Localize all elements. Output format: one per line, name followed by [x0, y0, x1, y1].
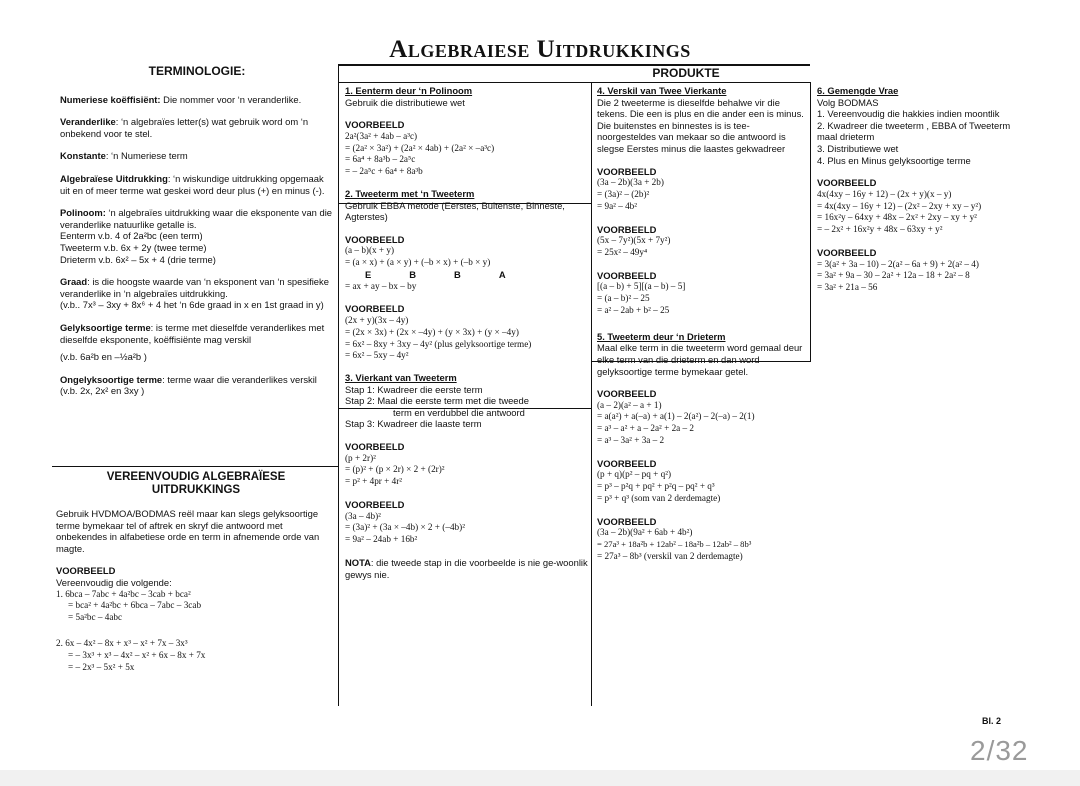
section6-ex2-line2: = 3a² + 9a – 30 – 2a² + 12a – 18 + 2a² – 8: [817, 270, 970, 281]
example-heading: VOORBEELD: [817, 246, 877, 258]
poly-example-trinomial: Drieterm v.b. 6x² – 5x + 4 (drie terme): [60, 253, 216, 265]
ebba-label-b2: B: [454, 268, 461, 280]
section5-ex2-line3: = p³ + q³ (som van 2 derdemagte): [597, 493, 721, 504]
section2-text: Gebruik EBBA metode (Eerstes, Buitenste, Binneste, Agterstes): [345, 199, 565, 223]
section5-ex3-line1: (3a – 2b)(9a² + 6ab + 4b²): [597, 527, 693, 538]
example-heading: VOORBEELD: [597, 515, 657, 527]
section6-ex1-line1: 4x(4xy – 16y + 12) – (2x + y)(x – y): [817, 188, 952, 199]
example-heading: VOORBEELD: [345, 441, 405, 453]
simplify-example-1-line1: 1. 6bca – 7abc + 4a²bc – 3cab + bca²: [56, 588, 191, 599]
page-label: Bl. 2: [982, 716, 1002, 726]
simplify-section: [56, 471, 336, 673]
ebba-label-a: A: [498, 268, 506, 280]
section4-title: 4. Verskil van Twee Vierkante: [597, 85, 727, 96]
section3-step2-cont: term en verdubbel die antwoord: [393, 406, 525, 418]
section5-ex1-line4: = a³ – 3a² + 3a – 2: [597, 435, 665, 446]
section2-math-line2: = (a × x) + (a × y) + (–b × x) + (–b × y): [345, 257, 491, 268]
section1-title: 1. Eenterm deur ‘n Polinoom: [345, 85, 473, 96]
section2-title: 2. Tweeterm met ‘n Tweeterm: [345, 187, 475, 199]
page-title: Algebraiese Uitdrukkings: [389, 36, 691, 63]
example-heading: VOORBEELD: [597, 457, 657, 469]
section4-ex3-line1: [(a – b) + 5][(a – b) – 5]: [597, 281, 686, 292]
section6-line4: 3. Distributiewe wet: [817, 142, 899, 154]
section5-ex1-line3: = a³ – a² + a – 2a² + 2a – 2: [597, 423, 695, 434]
simplify-instructions: Gebruik HVDMOA/BODMAS reël maar kan slegs gelyksoortige terme bymekaar tel of aftrek en skryf die antwoord met onbekendes in alfabetiese orde en term in afnemende orde van magte.: [56, 508, 320, 554]
poly-example-binomial: Tweeterm v.b. 6x + 2y (twee terme): [60, 241, 207, 253]
section6-line5: 4. Plus en Minus gelyksoortige terme: [817, 154, 971, 166]
page-counter: 2/32: [970, 735, 1029, 766]
terminology-column: [60, 66, 334, 397]
example-heading: VOORBEELD: [597, 388, 657, 400]
section3-ex1-line1: (p + 2r)²: [345, 452, 376, 463]
section3-ex2-line1: (3a – 4b)²: [345, 510, 381, 521]
products-column-3: [597, 85, 805, 563]
section5-text: Maal elke term in die tweeterm word gemaal deur elke term van die drieterm en dan word gelyksoortige terme bymekaar getel.: [597, 342, 803, 377]
section5-ex2-line1: (p + q)(p² – pq + q²): [597, 469, 672, 480]
term-polynomial: Polinoom: ‘n algebraïes uitdrukking waar die eksponente van die veranderlike natuurlike getalle is.: [60, 207, 333, 230]
section5-ex1-line2: = a(a²) + a(–a) + a(1) – 2(a²) – 2(–a) – 2(1): [597, 411, 755, 422]
section3-ex2-line3: = 9a² – 24ab + 16b²: [345, 534, 418, 545]
nota-text: NOTA: die tweede stap in die voorbeelde is nie ge-woonlik gewys nie.: [345, 557, 588, 580]
section2-ex2-line3: = 6x² – 8xy + 3xy – 4y² (plus gelyksoortige terme): [345, 338, 532, 349]
section3-step3: Stap 3: Kwadreer die laaste term: [345, 418, 482, 430]
section6-ex1-line2: = 4x(4xy – 16y + 12) – (2x² – 2xy + xy – y²): [817, 200, 982, 211]
section6-ex1-line4: = – 2x² + 16x²y + 48x – 63xy + y²: [817, 224, 943, 235]
section3-ex1-line2: = (p)² + (p × 2r) × 2 + (2r)²: [345, 464, 445, 475]
section4-ex2-line1: (5x – 7y²)(5x + 7y²): [597, 235, 671, 246]
example-heading: VOORBEELD: [597, 269, 657, 281]
section3-step1: Stap 1: Kwadreer die eerste term: [345, 383, 483, 395]
section2-math-line1: (a – b)(x + y): [345, 245, 395, 256]
term-like-terms: Gelyksoortige terme: is terme met dieselfde veranderlikes met dieselfde eksponente, koëffisiënte mag verskil: [60, 321, 325, 345]
divider-left: [338, 66, 339, 706]
simplify-example-2-line1: 2. 6x – 4x² – 8x + x³ – x² + 7x – 3x³: [56, 637, 188, 648]
section5-ex2-line2: = p³ – p²q + pq² + p²q – pq² + q³: [597, 481, 715, 492]
section6-line1: Volg BODMAS: [817, 96, 879, 108]
example-heading: VOORBEELD: [56, 565, 116, 577]
section5-ex3-line2: = 27a³ + 18a²b + 12ab² – 18a²b – 12ab² – 8b³: [597, 539, 752, 550]
section2-ex2-line2: = (2x × 3x) + (2x × –4y) + (y × 3x) + (y × –4y): [345, 326, 519, 337]
products-heading: PRODUKTE: [652, 66, 720, 80]
section5-ex3-line3: = 27a³ – 8b³ (verskil van 2 derdemagte): [597, 551, 743, 562]
section4-ex1-line1: (3a – 2b)(3a + 2b): [597, 177, 664, 188]
section6-ex1-line3: = 16x²y – 64xy + 48x – 2x² + 2xy – xy + y²: [817, 212, 977, 223]
simplify-instruction-line: Vereenvoudig die volgende:: [56, 576, 172, 588]
section3-ex2-line2: = (3a)² + (3a × –4b) × 2 + (–4b)²: [345, 522, 465, 533]
term-degree: Graad: is die hoogste waarde van ‘n eksponent van ‘n spesifieke veranderlike in ‘n algebraïes uitdrukking.: [60, 276, 329, 299]
section4-ex1-line2: = (3a)² – (2b)²: [597, 188, 650, 199]
section1-math-line1: 2a²(3a² + 4ab – a³c): [345, 130, 418, 141]
section3-ex1-line3: = p² + 4pr + 4r²: [345, 476, 403, 487]
section4-ex3-line3: = a² – 2ab + b² – 25: [597, 304, 670, 315]
section1-math-line2: = (2a² × 3a²) + (2a² × 4ab) + (2a² × –a³c): [345, 142, 495, 153]
example-heading: VOORBEELD: [817, 177, 877, 189]
example-heading: VOORBEELD: [345, 233, 405, 245]
term-algebraic-expression: Algebraïese Uitdrukking: ‘n wiskundige uitdrukking opgemaak uit en of meer terme wat geskei word deur plus (+) en minus (-).: [60, 172, 325, 196]
poly-example-monomial: Eenterm v.b. 4 of 2a²bc (een term): [60, 230, 203, 242]
term-variable: Veranderlike: ‘n algebraïes letter(s) wat gebruik word om ‘n onbekend voor te stel.: [60, 116, 309, 139]
example-heading: VOORBEELD: [597, 223, 657, 235]
divider-right: [810, 82, 811, 362]
section3-step2: Stap 2: Maal die eerste term met die tweede: [345, 395, 529, 407]
section2-ex2-line1: (2x + y)(3x – 4y): [345, 314, 409, 325]
example-heading: VOORBEELD: [345, 119, 405, 131]
simplify-heading-line1: VEREENVOUDIG ALGEBRAÏESE: [106, 471, 286, 483]
products-column-4: [817, 85, 1032, 294]
section1-math-line3: = 6a⁴ + 8a³b – 2a⁵c: [345, 154, 416, 165]
simplify-example-1-line2: = bca² + 4a²bc + 6bca – 7abc – 3cab: [68, 600, 202, 611]
section-divider-left: [52, 466, 338, 467]
section3-title: 3. Vierkant van Tweeterm: [345, 372, 457, 384]
section6-line2: 1. Vereenvoudig die hakkies indien moontlik: [817, 108, 1000, 120]
section5-ex1-line1: (a – 2)(a² – a + 1): [597, 399, 662, 410]
term-constant: Konstante: ‘n Numeriese term: [60, 150, 188, 162]
ebba-label-e: E: [365, 268, 372, 280]
section4-ex2-line2: = 25x² – 49y⁴: [597, 246, 648, 257]
section1-math-line4: = – 2a⁵c + 6a⁴ + 8a³b: [345, 166, 423, 177]
section4-text: Die 2 tweeterme is dieselfde behalwe vir die tekens. Die een is plus en die ander een is minus. Die buitenstes en binnestes is is tee-noorgesteldes van mekaar so die antwoord is slegse Eerstes minus die laastes gekwadreer: [597, 96, 804, 154]
like-terms-example: (v.b. 6a²b en –½a²b ): [60, 351, 147, 363]
section6-ex2-line1: = 3(a² + 3a – 10) – 2(a² – 6a + 9) + 2(a² – 4): [817, 258, 979, 269]
divider-middle: [591, 82, 592, 706]
ebba-labels: [345, 269, 588, 281]
terminology-heading: TERMINOLOGIE:: [148, 64, 246, 78]
products-column-2: [345, 85, 588, 580]
section6-title: 6. Gemengde Vrae: [817, 85, 899, 96]
section6-line3: 2. Kwadreer die tweeterm , EBBA of Tweeterm maal drieterm: [817, 119, 1011, 143]
simplify-heading-line2: UITDRUKKINGS: [151, 484, 241, 496]
section5-title: 5. Tweeterm deur ‘n Drieterm: [597, 330, 726, 342]
section4-ex3-line2: = (a – b)² – 25: [597, 293, 650, 304]
example-heading: VOORBEELD: [597, 165, 657, 177]
section4-ex1-line3: = 9a² – 4b²: [597, 200, 638, 211]
term-unlike-terms: Ongelyksoortige terme: terme waar die veranderlikes verskil (v.b. 2x, 2x² en 3xy ): [60, 373, 317, 397]
simplify-example-2-line2: = – 3x³ + x³ – 4x² – x² + 6x – 8x + 7x: [68, 649, 206, 660]
produkte-rule: [338, 82, 810, 83]
simplify-example-1-line3: = 5a²bc – 4abc: [68, 612, 123, 623]
degree-example: (v.b.. 7x³ – 3xy + 8x⁶ + 4 het ‘n 6de graad in x en 1st graad in y): [60, 299, 324, 311]
example-heading: VOORBEELD: [345, 499, 405, 511]
section6-ex2-line3: = 3a² + 21a – 56: [817, 282, 878, 293]
section2-ex2-line4: = 6x² – 5xy – 4y²: [345, 350, 409, 361]
simplify-example-2-line3: = – 2x³ – 5x² + 5x: [68, 661, 135, 672]
section2-math-line3: = ax + ay – bx – by: [345, 280, 417, 291]
term-numeric-coefficient: Numeriese koëffisiënt: Die nommer voor ‘n veranderlike.: [60, 93, 302, 105]
ebba-label-b1: B: [409, 268, 417, 280]
example-heading: VOORBEELD: [345, 303, 405, 315]
section1-text: Gebruik die distributiewe wet: [345, 96, 465, 108]
